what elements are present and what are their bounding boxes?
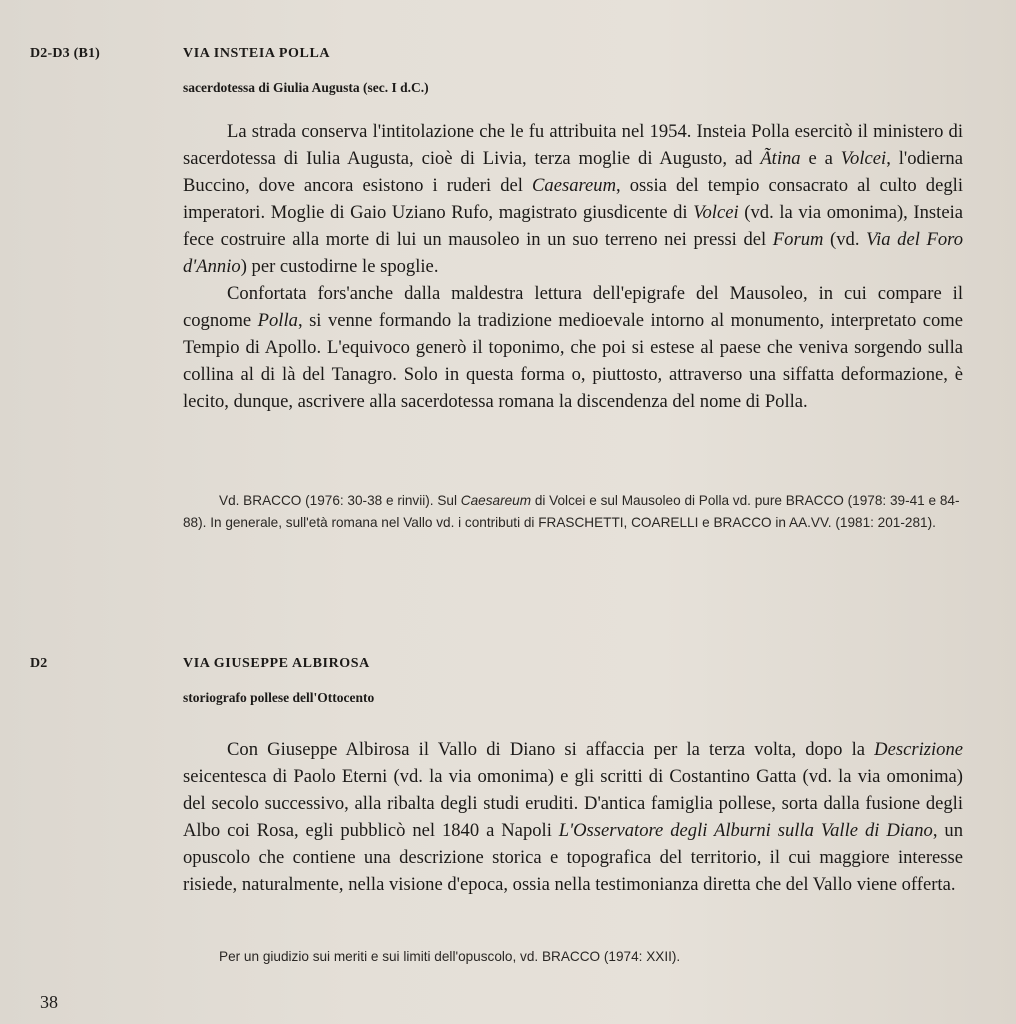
entry2-paragraph-1: Con Giuseppe Albirosa il Vallo di Diano si affaccia per la terza volta, dopo la Descrizione seicentesca di Paolo Eterni (vd. la via omonima) e gli scritti di Costantino Gatta (vd. la via omonima) del secolo successivo, alla ribalta degli studi eruditi. D'antica famiglia pollese, sorta dalla fusione degli Albo coi Rosa, egli pubblicò nel 1840 a Napoli L'Osservatore degli Alburni sulla Valle di Diano, un opuscolo che contiene una descrizione storica e topografica del territorio, il cui maggiore interesse risiede, naturalmente, nella visione d'epoca, ossia nella testimonianza diretta che del Vallo viene offerta. [183,739,963,895]
entry2-map-code: D2 [30,656,48,671]
entry2-body [183,736,963,898]
entry1-subtitle: sacerdotessa di Giulia Augusta (sec. I d.C.) [183,80,429,95]
entry1-paragraph-1: La strada conserva l'intitolazione che le fu attribuita nel 1954. Insteia Polla esercitò il ministero di sacerdotessa di Iulia Augusta, cioè di Livia, terza moglie di Augusto, ad Ãtina e a Volcei, l'odierna Buccino, dove ancora esistono i ruderi del Caesareum, ossia del tempio consacrato al culto degli imperatori. Moglie di Gaio Uziano Rufo, magistrato giusdicente di Volcei (vd. la via omonima), Insteia fece costruire alla morte di lui un mausoleo in un suo terreno nei pressi del Forum (vd. Via del Foro d'Annio) per custodirne le spoglie. [183,121,964,277]
entry1-street-title: VIA INSTEIA POLLA [183,46,331,61]
entry1-body [183,118,963,415]
entry2-street-title: VIA GIUSEPPE ALBIROSA [183,656,370,671]
entry1-paragraph-2: Confortata fors'anche dalla maldestra lettura dell'epigrafe del Mausoleo, in cui compare il cognome Polla, si venne formando la tradizione medioevale intorno al monumento, interpretato come Tempio di Apollo. L'equivoco generò il toponimo, che poi si estese al paese che veniva sorgendo sulla collina al di là del Tanagro. Solo in questa forma o, piuttosto, attraverso una siffatta deformazione, è lecito, dunque, ascrivere alla sacerdotessa romana la discendenza del nome di Polla. [183,283,963,412]
entry2-subtitle: storiografo pollese dell'Ottocento [183,690,375,705]
entry1-bibliography-note: Vd. BRACCO (1976: 30-38 e rinvii). Sul Caesareum di Volcei e sul Mausoleo di Polla vd. pure BRACCO (1978: 39-41 e 84-88). In generale, sull'età romana nel Vallo vd. i contributi di FRASCHETTI, COARELLI e BRACCO in AA.VV. (1981: 201-281). [183,493,960,530]
entry1-map-code: D2-D3 (B1) [30,46,101,61]
entry2-bibliography-note: Per un giudizio sui meriti e sui limiti dell'opuscolo, vd. BRACCO (1974: XXII). [219,949,681,964]
page-number: 38 [40,992,58,1012]
